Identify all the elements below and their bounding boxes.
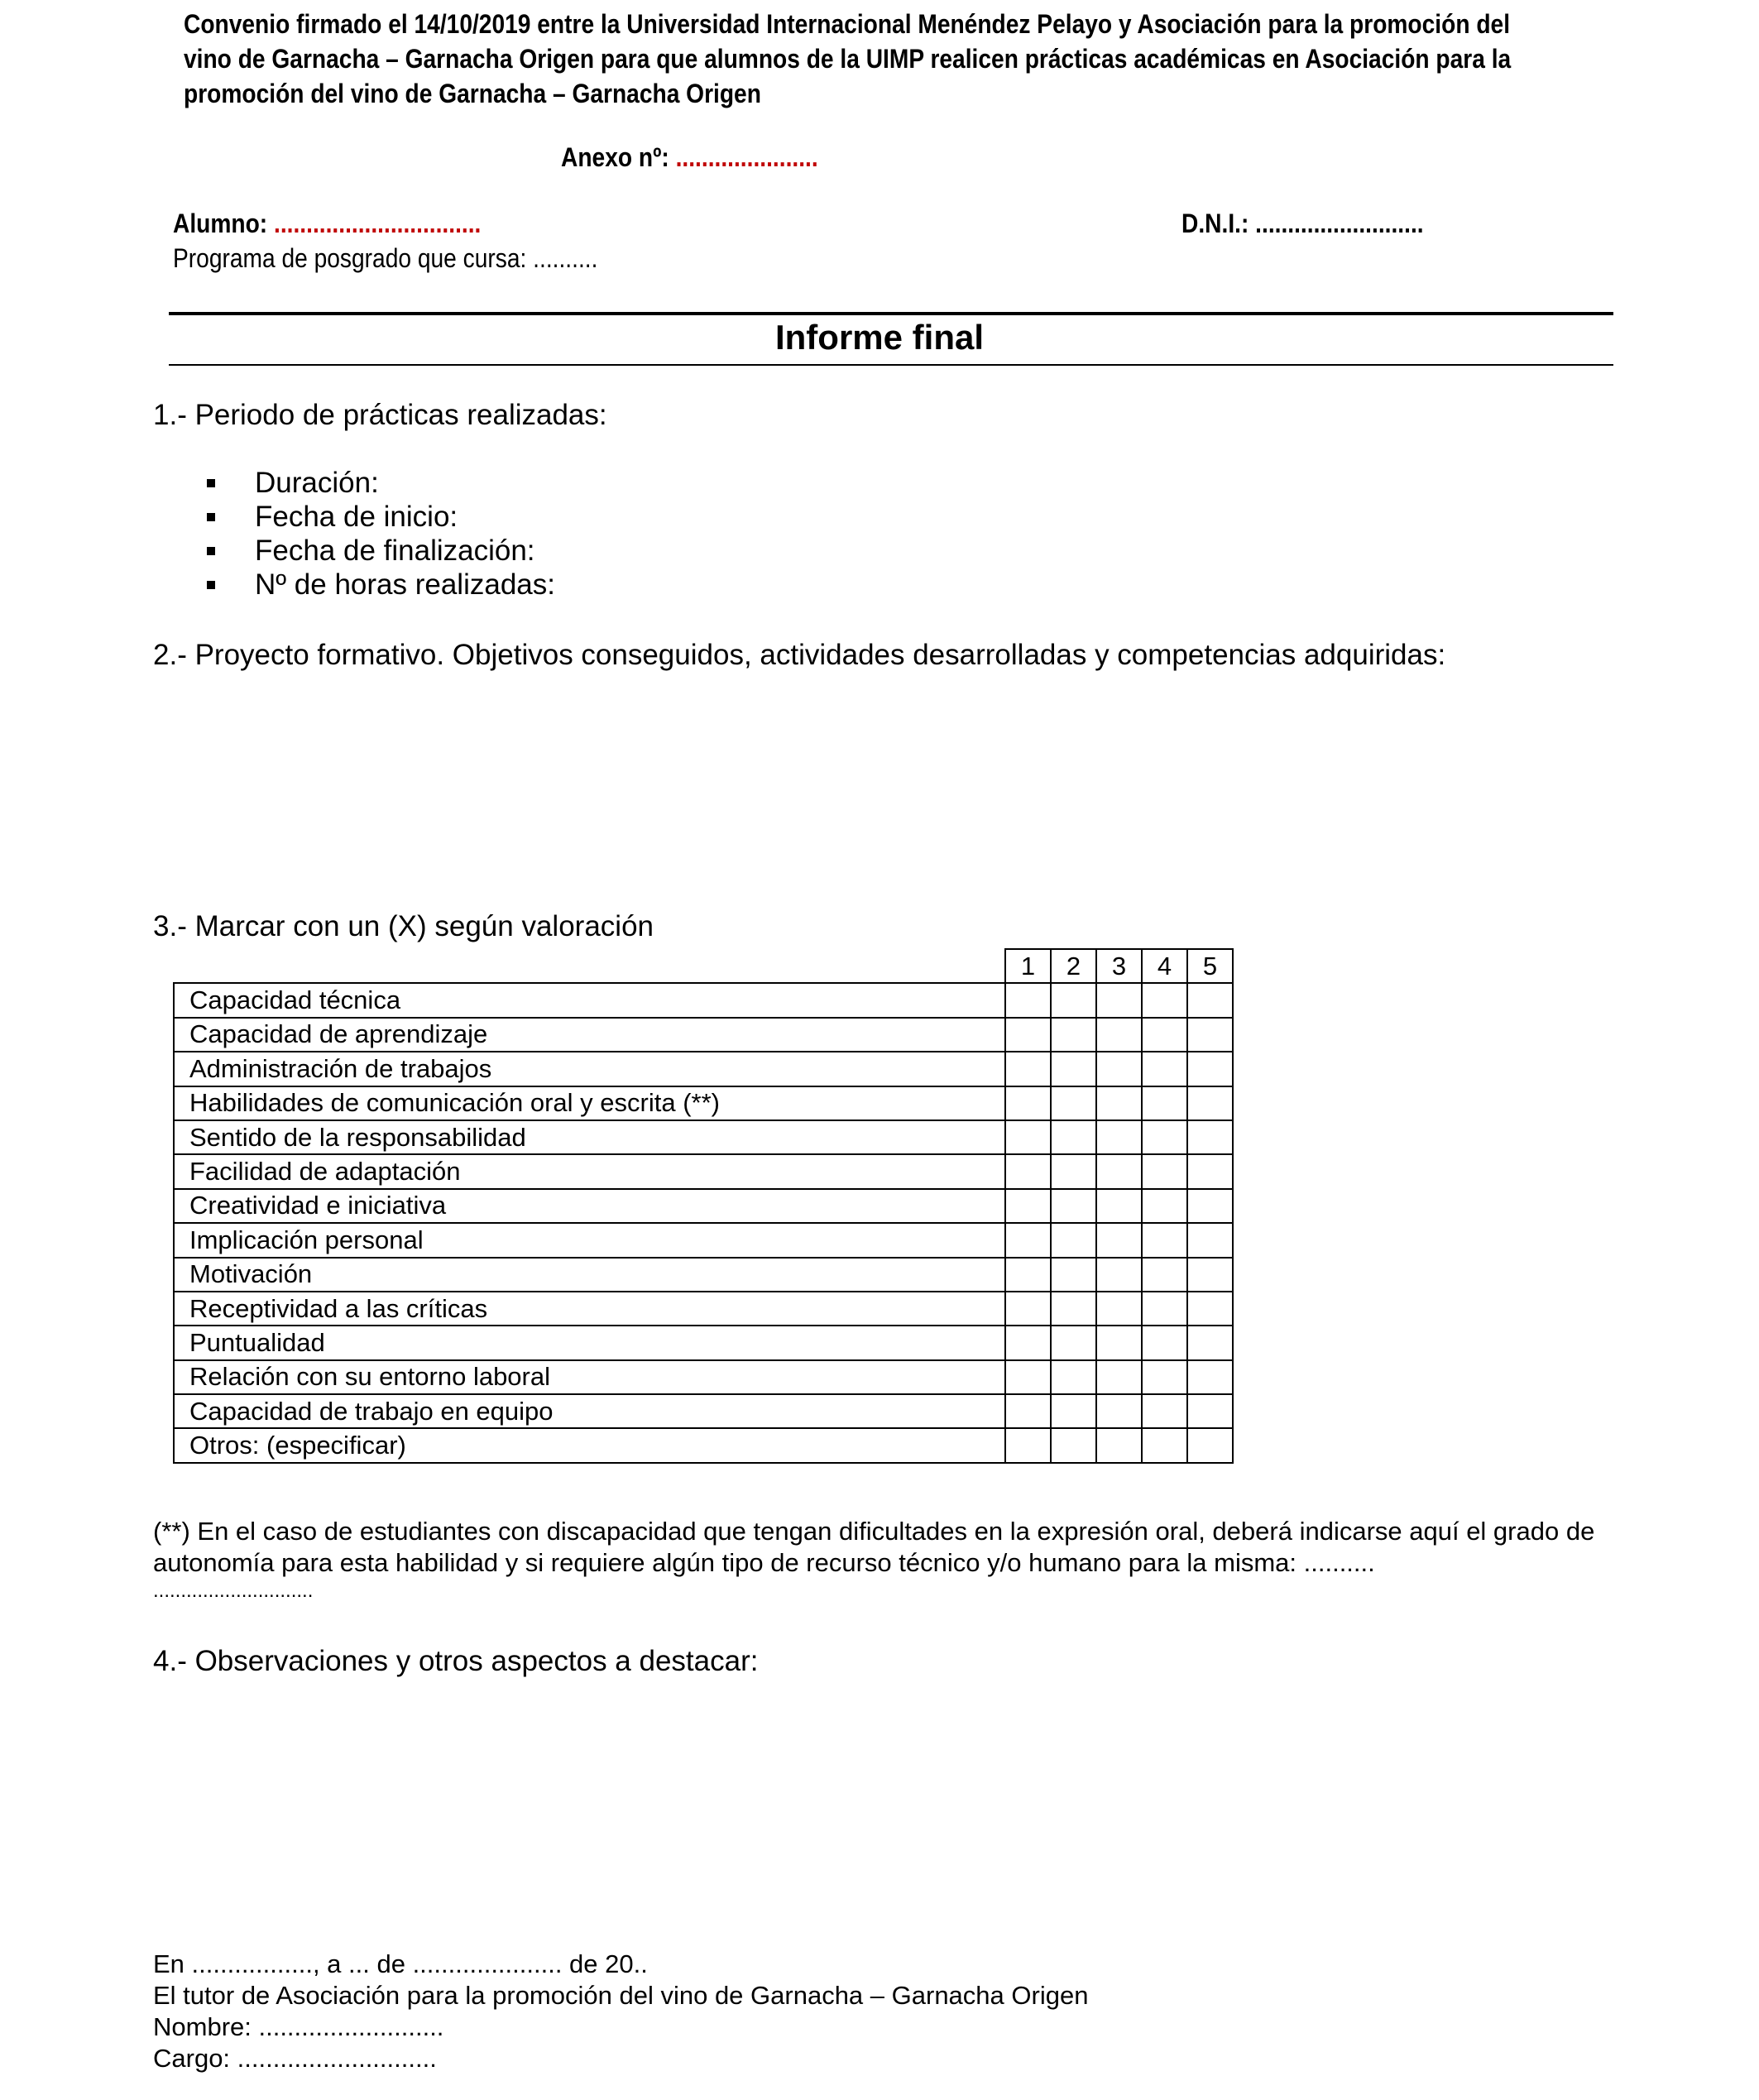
rating-cell[interactable] (1096, 1223, 1142, 1257)
rating-cell[interactable] (1142, 1258, 1187, 1292)
rating-cell[interactable] (1096, 983, 1142, 1017)
criterion-label: Administración de trabajos (174, 1052, 1005, 1086)
rating-cell[interactable] (1142, 1052, 1187, 1086)
rating-cell[interactable] (1187, 1326, 1233, 1359)
page-title: Informe final (774, 318, 985, 357)
rating-cell[interactable] (1142, 1223, 1187, 1257)
anexo-field (561, 142, 818, 173)
criterion-label: Puntualidad (174, 1326, 1005, 1359)
table-row (174, 1394, 1233, 1428)
criterion-label: Facilidad de adaptación (174, 1154, 1005, 1188)
rating-cell[interactable] (1187, 1292, 1233, 1326)
tutor-line: El tutor de Asociación para la promoción del vino de Garnacha – Garnacha Origen (153, 1981, 1089, 2010)
rating-cell[interactable] (1187, 1086, 1233, 1120)
rating-cell[interactable] (1142, 1018, 1187, 1052)
rating-cell[interactable] (1005, 1258, 1051, 1292)
rating-cell[interactable] (1051, 1394, 1096, 1428)
section-1-list (207, 466, 555, 602)
rating-cell[interactable] (1051, 1326, 1096, 1359)
table-row (174, 983, 1233, 1017)
section-2-heading: 2.- Proyecto formativo. Objetivos conseguidos, actividades desarrolladas y competencias adquiridas: (153, 639, 1446, 671)
table-row (174, 1292, 1233, 1326)
bullet-square-icon (207, 581, 215, 589)
criterion-label: Capacidad técnica (174, 983, 1005, 1017)
rating-cell[interactable] (1096, 1258, 1142, 1292)
header-line-2: vino de Garnacha – Garnacha Origen para que alumnos de la UIMP realicen prácticas académicas en Asociación para la (184, 44, 1512, 74)
rating-cell[interactable] (1096, 1428, 1142, 1462)
rating-cell[interactable] (1187, 983, 1233, 1017)
rating-cell[interactable] (1142, 1154, 1187, 1188)
rating-cell[interactable] (1187, 1223, 1233, 1257)
rating-cell[interactable] (1187, 1428, 1233, 1462)
criterion-label: Otros: (especificar) (174, 1428, 1005, 1462)
rating-cell[interactable] (1142, 1428, 1187, 1462)
rating-cell[interactable] (1005, 1428, 1051, 1462)
criterion-label: Creatividad e iniciativa (174, 1189, 1005, 1223)
rating-cell[interactable] (1051, 1189, 1096, 1223)
section-1-heading: 1.- Periodo de prácticas realizadas: (153, 399, 607, 431)
rating-cell[interactable] (1187, 1154, 1233, 1188)
rating-cell[interactable] (1051, 1258, 1096, 1292)
alumno-value: ................................ (274, 209, 482, 238)
rating-cell[interactable] (1051, 1223, 1096, 1257)
table-row (174, 1360, 1233, 1394)
discapacidad-note (153, 1516, 1609, 1604)
criterion-label: Habilidades de comunicación oral y escrita (**) (174, 1086, 1005, 1120)
rating-cell[interactable] (1187, 1120, 1233, 1154)
anexo-value: ...................... (675, 142, 818, 172)
header-line-3: promoción del vino de Garnacha – Garnacha Origen (184, 79, 761, 108)
rating-cell[interactable] (1187, 1360, 1233, 1394)
alumno-field (173, 209, 481, 239)
rating-cell[interactable] (1005, 1223, 1051, 1257)
scale-header: 2 (1051, 949, 1096, 983)
rating-cell[interactable] (1051, 1292, 1096, 1326)
rating-cell[interactable] (1051, 1086, 1096, 1120)
rating-cell[interactable] (1051, 1052, 1096, 1086)
scale-header: 4 (1142, 949, 1187, 983)
rating-cell[interactable] (1005, 1189, 1051, 1223)
rating-cell[interactable] (1142, 1326, 1187, 1359)
section-3-heading: 3.- Marcar con un (X) según valoración (153, 910, 654, 942)
note-line-1: (**) En el caso de estudiantes con discapacidad que tengan dificultades en la expresión oral, deberá indicarse aquí el grado de (153, 1517, 1595, 1546)
rating-cell[interactable] (1142, 1394, 1187, 1428)
rating-cell[interactable] (1187, 1394, 1233, 1428)
list-item: Duración: (207, 466, 555, 500)
cargo-line: Cargo: ............................ (153, 2044, 437, 2073)
title-top-rule (169, 312, 1613, 315)
rating-cell[interactable] (1096, 1292, 1142, 1326)
rating-cell[interactable] (1096, 1326, 1142, 1359)
rating-cell[interactable] (1096, 1189, 1142, 1223)
dni-label: D.N.I.: (1181, 209, 1249, 238)
bullet-square-icon (207, 479, 215, 487)
criterion-label: Relación con su entorno laboral (174, 1360, 1005, 1394)
rating-cell[interactable] (1005, 1326, 1051, 1359)
rating-cell[interactable] (1051, 1120, 1096, 1154)
rating-cell[interactable] (1142, 1189, 1187, 1223)
nombre-line: Nombre: .......................... (153, 2012, 444, 2041)
rating-cell[interactable] (1005, 1394, 1051, 1428)
rating-cell[interactable] (1187, 1052, 1233, 1086)
rating-cell[interactable] (1142, 1292, 1187, 1326)
rating-cell[interactable] (1096, 1052, 1142, 1086)
criterion-label: Capacidad de aprendizaje (174, 1018, 1005, 1052)
rating-cell[interactable] (1187, 1018, 1233, 1052)
anexo-label: Anexo nº: (561, 142, 669, 172)
rating-cell[interactable] (1005, 983, 1051, 1017)
signature-block (153, 1949, 1088, 2074)
table-row (174, 1258, 1233, 1292)
table-row (174, 1189, 1233, 1223)
scale-header: 1 (1005, 949, 1051, 983)
rating-cell[interactable] (1051, 1154, 1096, 1188)
rating-cell[interactable] (1051, 983, 1096, 1017)
programa-field: Programa de posgrado que cursa: .......... (173, 243, 598, 273)
rating-cell[interactable] (1096, 1086, 1142, 1120)
bullet-square-icon (207, 513, 215, 521)
rating-cell[interactable] (1051, 1360, 1096, 1394)
table-row (174, 1428, 1233, 1462)
rating-cell[interactable] (1096, 1018, 1142, 1052)
table-row (174, 1086, 1233, 1120)
rating-cell[interactable] (1142, 1086, 1187, 1120)
rating-cell[interactable] (1096, 1120, 1142, 1154)
criterion-label: Sentido de la responsabilidad (174, 1120, 1005, 1154)
rating-cell[interactable] (1187, 1189, 1233, 1223)
criterion-label: Receptividad a las críticas (174, 1292, 1005, 1326)
table-row (174, 1154, 1233, 1188)
rating-cell[interactable] (1051, 1018, 1096, 1052)
rating-cell[interactable] (1005, 1086, 1051, 1120)
list-item: Nº de horas realizadas: (207, 568, 555, 602)
criterion-label: Capacidad de trabajo en equipo (174, 1394, 1005, 1428)
rating-cell[interactable] (1005, 1154, 1051, 1188)
rating-cell[interactable] (1142, 983, 1187, 1017)
list-item: Fecha de finalización: (207, 534, 555, 568)
rating-cell[interactable] (1142, 1360, 1187, 1394)
table-row (174, 1223, 1233, 1257)
note-line-3: ............................. (153, 1580, 314, 1602)
rating-cell[interactable] (1096, 1360, 1142, 1394)
criterion-label: Motivación (174, 1258, 1005, 1292)
table-row (174, 1326, 1233, 1359)
rating-cell[interactable] (1005, 1360, 1051, 1394)
criterion-label: Implicación personal (174, 1223, 1005, 1257)
table-header-row (174, 949, 1233, 983)
rating-cell[interactable] (1187, 1258, 1233, 1292)
rating-cell[interactable] (1096, 1154, 1142, 1188)
note-line-2: autonomía para esta habilidad y si requiere algún tipo de recurso técnico y/o humano para la misma: .......... (153, 1548, 1375, 1577)
rating-cell[interactable] (1005, 1120, 1051, 1154)
rating-cell[interactable] (1051, 1428, 1096, 1462)
document-header (184, 7, 1512, 111)
table-row (174, 1018, 1233, 1052)
rating-cell[interactable] (1005, 1292, 1051, 1326)
rating-cell[interactable] (1096, 1394, 1142, 1428)
scale-header: 3 (1096, 949, 1142, 983)
table-header-blank (174, 949, 1005, 983)
evaluation-table (173, 948, 1234, 1464)
title-bottom-rule (169, 364, 1613, 366)
place-date-line: En ................., a ... de ..................... de 20.. (153, 1949, 648, 1978)
scale-header: 5 (1187, 949, 1233, 983)
alumno-label: Alumno: (173, 209, 268, 238)
table-row (174, 1052, 1233, 1086)
list-item: Fecha de inicio: (207, 500, 555, 534)
dni-value: .......................... (1255, 209, 1424, 238)
rating-cell[interactable] (1005, 1052, 1051, 1086)
section-4-heading: 4.- Observaciones y otros aspectos a destacar: (153, 1645, 759, 1677)
table-row (174, 1120, 1233, 1154)
header-line-1: Convenio firmado el 14/10/2019 entre la Universidad Internacional Menéndez Pelayo y Asociación para la promoción del (184, 9, 1511, 39)
rating-cell[interactable] (1005, 1018, 1051, 1052)
dni-field (1181, 209, 1424, 239)
rating-cell[interactable] (1142, 1120, 1187, 1154)
bullet-square-icon (207, 547, 215, 555)
